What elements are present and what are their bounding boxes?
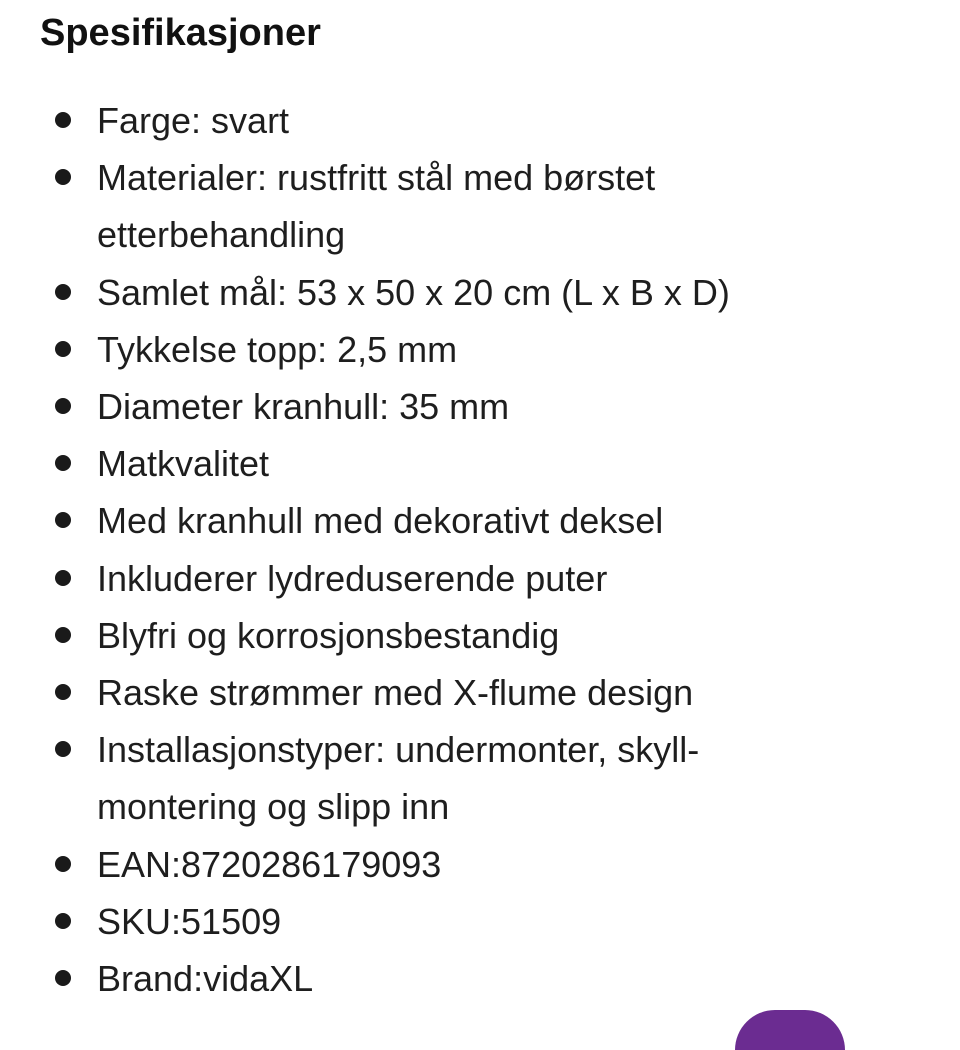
spec-item bbox=[0, 378, 960, 435]
spec-text: Blyfri og korrosjonsbestandig bbox=[97, 614, 560, 656]
bullet-icon bbox=[55, 856, 71, 872]
spec-item bbox=[0, 92, 960, 149]
spec-text: Brand:vidaXL bbox=[97, 958, 314, 1000]
spec-text: SKU:51509 bbox=[97, 900, 282, 942]
section-title: Spesifikasjoner bbox=[40, 12, 321, 54]
spec-text: Matkvalitet bbox=[97, 443, 270, 485]
spec-text: Med kranhull med dekorativt deksel bbox=[97, 500, 664, 542]
spec-item bbox=[0, 950, 960, 1007]
spec-item bbox=[0, 893, 960, 950]
spec-text: Inkluderer lydreduserende puter bbox=[97, 557, 608, 599]
bullet-icon bbox=[55, 112, 71, 128]
spec-item bbox=[0, 435, 960, 492]
bullet-icon bbox=[55, 284, 71, 300]
spec-text: Diameter kranhull: 35 mm bbox=[97, 386, 510, 428]
bullet-icon bbox=[55, 570, 71, 586]
spec-text: EAN:8720286179093 bbox=[97, 843, 442, 885]
spec-text: Installasjonstyper: undermonter, skyll-montering og slipp inn bbox=[97, 729, 700, 828]
spec-text: Materialer: rustfritt stål med børstet etterbehandling bbox=[97, 157, 656, 256]
spec-text: Farge: svart bbox=[97, 100, 290, 141]
bullet-icon bbox=[55, 512, 71, 528]
floating-chat-button[interactable] bbox=[735, 1010, 845, 1050]
bullet-icon bbox=[55, 341, 71, 357]
bullet-icon bbox=[55, 684, 71, 700]
spec-item bbox=[0, 550, 960, 607]
bullet-icon bbox=[55, 741, 71, 757]
spec-item bbox=[0, 264, 960, 321]
spec-text: Samlet mål: 53 x 50 x 20 cm (L x B x D) bbox=[97, 271, 730, 313]
bullet-icon bbox=[55, 169, 71, 185]
bullet-icon bbox=[55, 913, 71, 929]
bullet-icon bbox=[55, 970, 71, 986]
spec-list bbox=[0, 92, 960, 1007]
spec-item bbox=[0, 836, 960, 893]
spec-item bbox=[0, 492, 960, 549]
spec-text: Tykkelse topp: 2,5 mm bbox=[97, 328, 458, 370]
spec-item bbox=[0, 321, 960, 378]
spec-item bbox=[0, 664, 960, 721]
bullet-icon bbox=[55, 398, 71, 414]
spec-item bbox=[0, 721, 960, 835]
bullet-icon bbox=[55, 455, 71, 471]
spec-item bbox=[0, 607, 960, 664]
spec-text: Raske strømmer med X-flume design bbox=[97, 672, 694, 714]
bullet-icon bbox=[55, 627, 71, 643]
spec-item bbox=[0, 149, 960, 263]
